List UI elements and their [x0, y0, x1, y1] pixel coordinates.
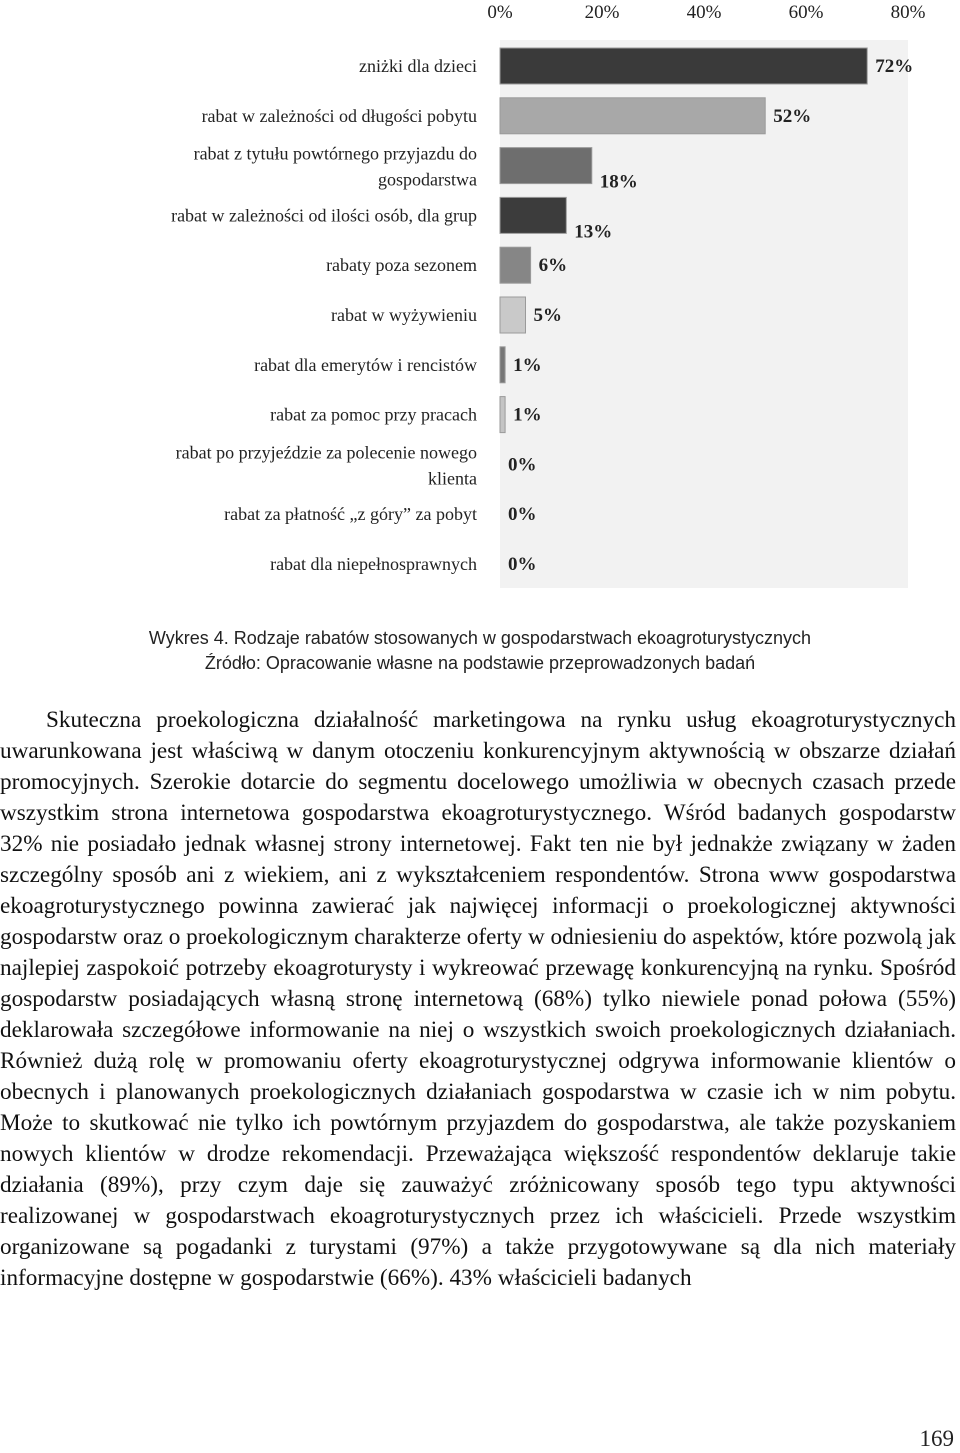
category-label: rabat po przyjeździe za polecenie nowego klienta — [175, 442, 477, 489]
category-label: rabat z tytułu powtórnego przyjazdu do gospodarstwa — [193, 143, 477, 190]
data-label: 1% — [513, 354, 542, 376]
x-tick-label: 0% — [487, 2, 513, 23]
category-label: rabat za płatność „z góry” za pobyt — [224, 504, 477, 525]
bar — [500, 347, 505, 383]
data-label: 52% — [773, 105, 812, 127]
data-label: 5% — [533, 305, 562, 326]
data-label: 0% — [508, 454, 537, 476]
x-axis-ticks — [487, 2, 925, 23]
category-label: rabat w zależności od długości pobytu — [201, 105, 477, 126]
category-label: rabaty poza sezonem — [326, 255, 477, 276]
bar — [500, 148, 592, 184]
data-label: 72% — [875, 56, 914, 77]
x-tick-label: 40% — [686, 2, 722, 23]
bar — [500, 297, 526, 333]
category-label: rabat w wyżywieniu — [331, 305, 477, 325]
x-tick-label: 60% — [788, 2, 824, 23]
data-label: 13% — [574, 221, 613, 243]
category-label: rabat dla emerytów i rencistów — [254, 354, 477, 375]
bar — [500, 48, 867, 84]
category-label: rabat za pomoc przy pracach — [270, 404, 477, 425]
data-label: 0% — [508, 504, 537, 526]
page-number: 169 — [919, 1426, 954, 1451]
paragraph: Skuteczna proekologiczna działalność marketingowa na rynku usług ekoagroturystycznych uwarunkowana jest właściwą w danym otoczeniu konkurencyjnym aktywnością w obszarze działań promocyjnych. Szerokie dotarcie do segmentu docelowego umożliwia w obecnych czasach przede wszystkim strona internetowa gospodarstwa ekoagroturystycznego. Wśród badanych gospodarstw 32% nie posiadało jednak własnej strony internetowej. Fakt ten nie był jednakże związany w żaden szczególny sposób ani z wiekiem, ani z wykształceniem respondentów. Strona www gospodarstwa ekoagroturystycznego powinna zawierać jak najwięcej informacji o proekologicznej aktywności gospodarstw oraz o proekologicznym charakterze oferty w odniesieniu do aspektów, które pozwolą jak najlepiej zaspokoić potrzeby ekoagroturysty i wykreować przewagę konkurencyjną na rynku. Spośród gospodarstw posiadających własną stronę internetową (68%) tylko niewiele ponad połowa (55%) deklarowała szczegółowe informowanie na niej o wszystkich swoich proekologicznych działaniach. Również dużą rolę w promowaniu oferty ekoagroturystycznej odgrywa informowanie klientów o obecnych i planowanych proekologicznych działaniach gospodarstwa w czasie ich w nim pobytu. Może to skutkować nie tylko ich powtórnym przyjazdem do gospodarstwa, ale także pozyskaniem nowych klientów w drodze rekomendacji. Przeważająca większość respondentów deklaruje takie działania (89%), przy czym daje się zauważyć zróżnicowany sposób tego typu aktywności realizowanej w gospodarstwach ekoagroturystycznych przez ich właścicieli. Przede wszystkim organizowane są pogadanki z turystami (97%) a także przygotowywane są dla nich materiały informacyjne dostępne w gospodarstwie (66%). 43% właścicieli badanych — [0, 707, 956, 1291]
x-tick-label: 80% — [890, 2, 926, 23]
category-labels — [171, 56, 477, 574]
data-label: 0% — [508, 554, 537, 575]
bar — [500, 397, 505, 433]
data-label: 6% — [538, 255, 568, 277]
x-tick-label: 20% — [584, 2, 620, 23]
data-label: 18% — [599, 171, 638, 193]
category-label: rabat w zależności od ilości osób, dla grup — [171, 205, 477, 226]
data-label: 1% — [513, 404, 542, 426]
figure-caption: Wykres 4. Rodzaje rabatów stosowanych w gospodarstwach ekoagroturystycznych — [148, 628, 812, 648]
figure-source: Źródło: Opracowanie własne na podstawie przeprowadzonych badań — [204, 653, 756, 673]
category-label: zniżki dla dzieci — [359, 56, 477, 76]
body-text — [0, 705, 956, 1294]
bar — [500, 247, 531, 283]
bar-chart — [0, 0, 960, 600]
category-label: rabat dla niepełnosprawnych — [270, 554, 477, 574]
bar — [500, 197, 566, 233]
bar — [500, 98, 765, 134]
